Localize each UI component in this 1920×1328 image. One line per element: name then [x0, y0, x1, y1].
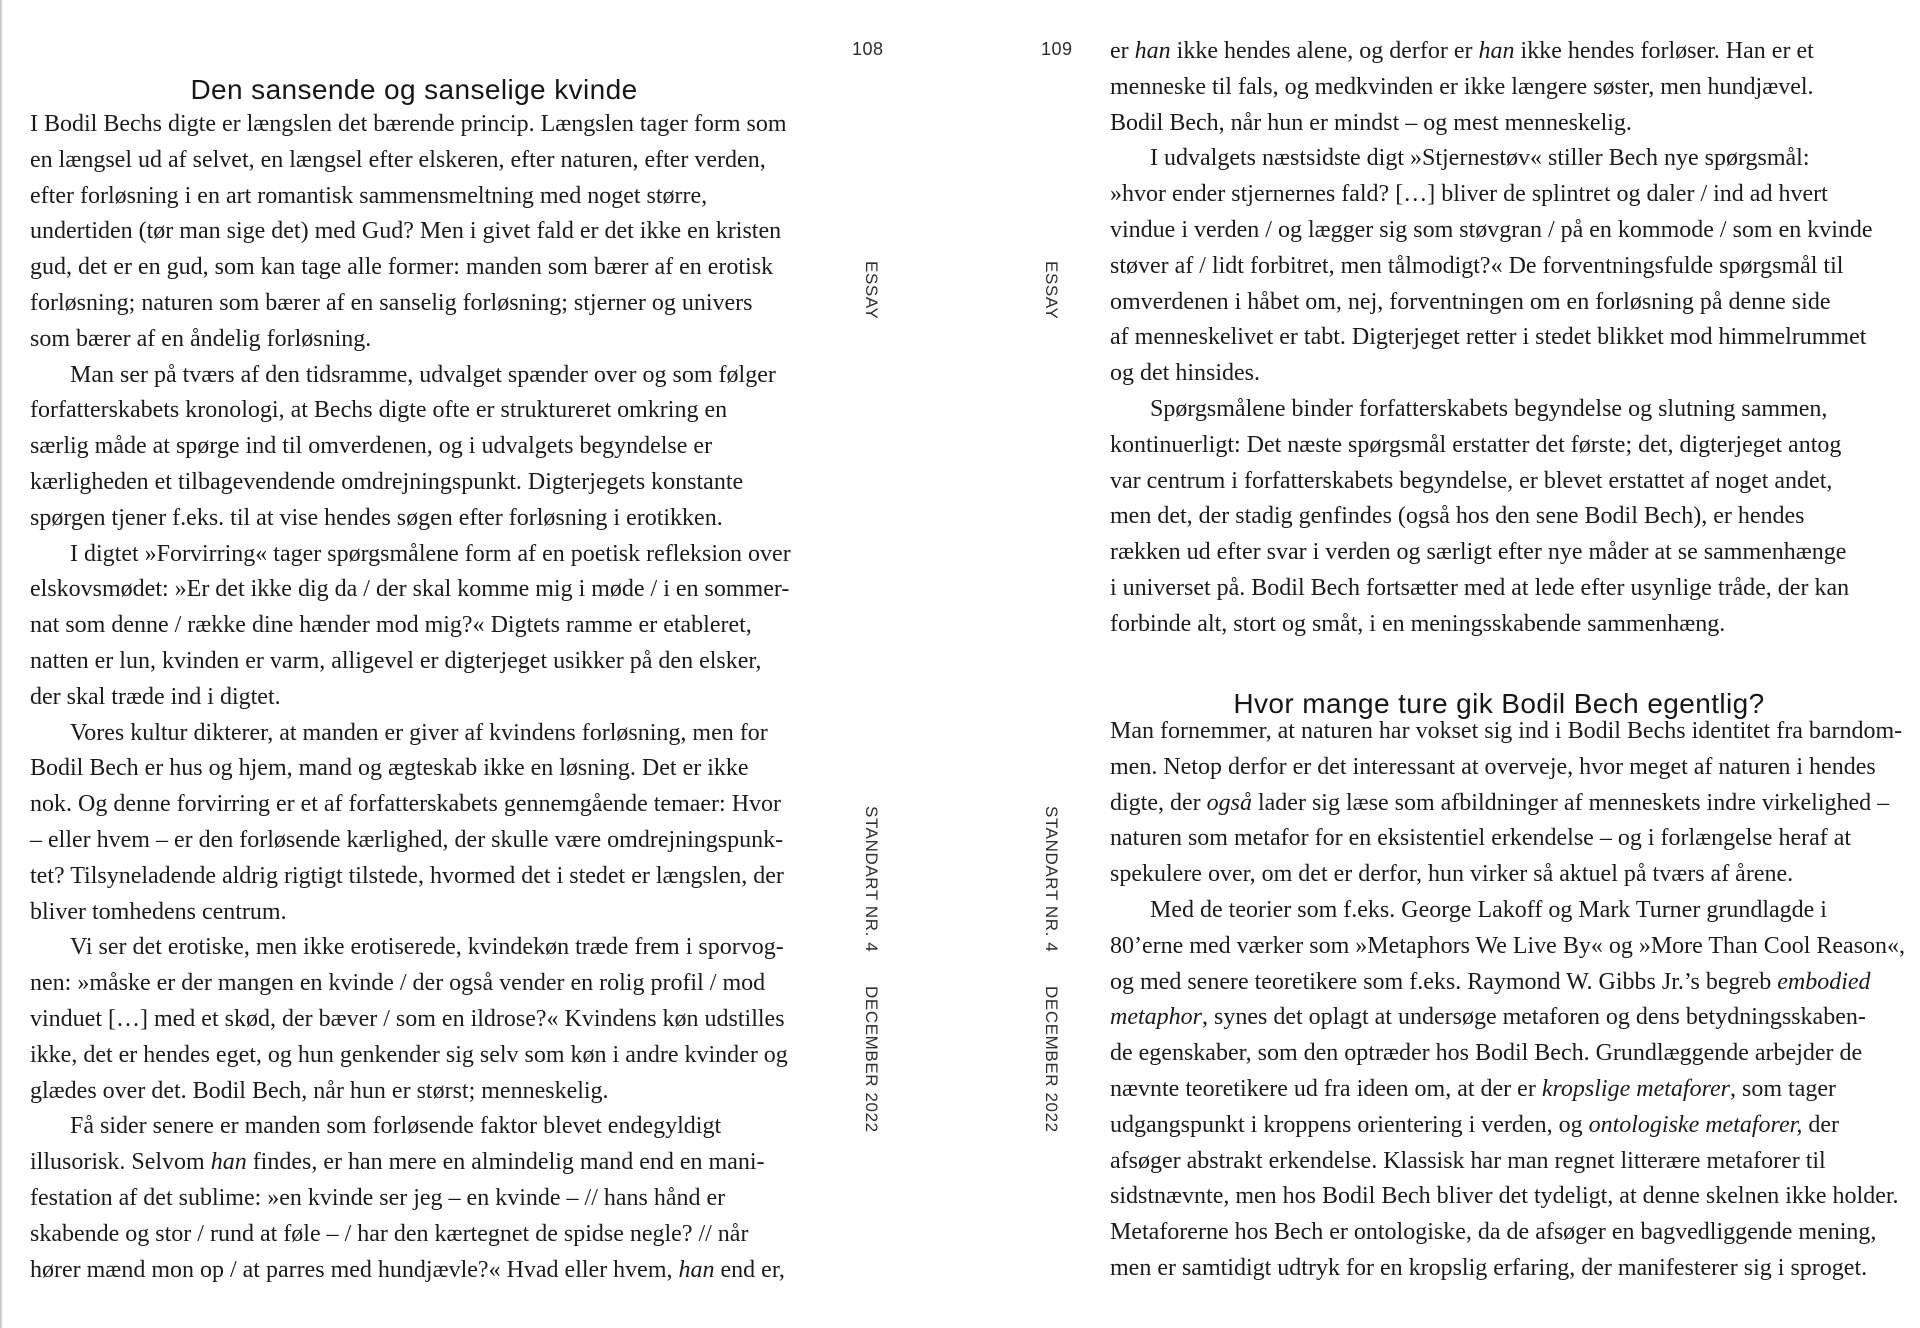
paragraph	[1110, 392, 1888, 643]
text-line	[1110, 320, 1888, 356]
text-line	[30, 608, 798, 644]
page-number-right: 109	[1041, 39, 1073, 59]
text-line	[30, 966, 798, 1002]
text-line	[1110, 965, 1888, 1001]
text-segment: – eller hvem – er den forløsende kærlighed, der skulle være omdrejningspunk-	[30, 826, 784, 853]
paragraph	[1110, 141, 1888, 392]
text-line	[1110, 607, 1888, 643]
text-segment: udgangspunkt i kroppens orientering i verden, og	[1110, 1111, 1589, 1138]
text-segment: ikke, det er hendes eget, og hun genkender sig selv som køn i andre kvinder og	[30, 1041, 788, 1068]
text-segment: , synes det oplagt at undersøge metaforen og dens betydningsskaben-	[1202, 1004, 1866, 1031]
text-segment: Med de teorier som f.eks. George Lakoff og Mark Turner grundlagde i	[1150, 896, 1827, 923]
text-line	[30, 572, 798, 608]
text-line	[1110, 464, 1888, 500]
paragraph	[1110, 34, 1888, 141]
text-line	[30, 214, 798, 250]
text-segment: Vores kultur dikterer, at manden er giver af kvindens forløsning, men for	[70, 719, 768, 746]
text-line	[1110, 356, 1888, 392]
paragraph	[1110, 893, 1906, 1287]
italic-text: ontologiske metaforer,	[1588, 1111, 1803, 1138]
text-segment: skabende og stor / rund at føle – / har den kærtegnet de spidse negle? // når	[30, 1220, 749, 1247]
text-line	[1110, 893, 1888, 929]
text-segment: Spørgsmålene binder forfatterskabets begyndelse og slutning sammen,	[1150, 395, 1828, 422]
paragraph	[30, 537, 798, 716]
text-segment: bliver tomhedens centrum.	[30, 898, 287, 925]
date-label-right: DECEMBER 2022	[1042, 986, 1061, 1133]
text-line	[30, 537, 798, 573]
text-segment: særlig måde at spørge ind til omverdenen, og i udvalgets begyndelse er	[30, 433, 713, 460]
text-segment: menneske til fals, og medkvinden er ikke længere søster, men hundjævel.	[1110, 73, 1814, 100]
text-segment: gud, det er en gud, som kan tage alle former: manden som bærer af en erotisk	[30, 254, 774, 281]
journal-label-right: STANDART NR. 4	[1042, 806, 1061, 953]
text-segment: i universet på. Bodil Bech fortsætter med at lede efter usynlige tråde, der kan	[1110, 574, 1850, 601]
text-segment: Man ser på tværs af den tidsramme, udvalget spænder over og som følger	[70, 361, 776, 388]
text-line	[30, 680, 798, 716]
text-line	[30, 322, 798, 358]
text-segment: nen: »måske er der mangen en kvinde / der også vender en rolig profil / mod	[30, 970, 766, 997]
text-segment: Bodil Bech, når hun er mindst – og mest menneskelig.	[1110, 109, 1632, 136]
text-segment: men er samtidigt udtryk for en kropslig erfaring, der manifesterer sig i sproget.	[1110, 1254, 1868, 1281]
text-segment: spørgen tjener f.eks. til at vise hendes søgen efter forløsning i erotikken.	[30, 504, 723, 531]
text-line	[1110, 1000, 1888, 1036]
text-segment: , som tager	[1730, 1075, 1836, 1102]
text-line	[1110, 34, 1888, 70]
text-segment: illusorisk. Selvom	[30, 1149, 211, 1176]
text-line	[30, 716, 798, 752]
text-segment: var centrum i forfatterskabets begyndelse, er blevet erstattet af noget andet,	[1110, 467, 1833, 494]
text-line	[1110, 1036, 1888, 1072]
text-segment: Metaforerne hos Bech er ontologiske, da de afsøger en bagvedliggende mening,	[1110, 1219, 1877, 1246]
text-line	[30, 1253, 798, 1289]
text-line	[1110, 1179, 1899, 1215]
text-line	[30, 1074, 798, 1110]
text-line	[30, 393, 798, 429]
text-segment: forbinde alt, stort og småt, i en meningsskabende sammenhæng.	[1110, 610, 1726, 637]
text-line	[30, 358, 798, 394]
text-segment: støver af / lidt forbitret, men tålmodigt?« De forventningsfulde spørgsmål til	[1110, 252, 1844, 279]
text-line	[1110, 857, 1888, 893]
text-segment: natten er lun, kvinden er varm, alligevel er digterjeget usikker på den elsker,	[30, 647, 762, 674]
italic-text: han	[678, 1256, 715, 1283]
text-segment: og det hinsides.	[1110, 360, 1260, 387]
text-segment: de egenskaber, som den optræder hos Bodil Bech. Grundlæggende arbejder de	[1110, 1040, 1863, 1067]
text-line	[1110, 821, 1888, 857]
text-line	[30, 859, 798, 895]
text-line	[1110, 750, 1888, 786]
text-line	[30, 787, 798, 823]
text-line	[1110, 571, 1888, 607]
text-segment: I udvalgets næstsidste digt »Stjernestøv« stiller Bech nye spørgsmål:	[1150, 145, 1810, 172]
section-label-right: ESSAY	[1042, 261, 1061, 320]
paragraph	[30, 930, 798, 1109]
text-line	[30, 1038, 798, 1074]
text-line	[30, 250, 798, 286]
text-line	[1110, 1108, 1888, 1144]
text-segment: rækken ud efter svar i verden og særligt efter nye måder at se sammenhænge	[1110, 539, 1847, 566]
text-segment: Man fornemmer, at naturen har vokset sig ind i Bodil Bechs identitet fra barndom-	[1110, 718, 1903, 744]
date-label-left: DECEMBER 2022	[862, 986, 881, 1133]
text-segment: festation af det sublime: »en kvinde ser jeg – en kvinde – // hans hånd er	[30, 1184, 726, 1211]
text-segment: en længsel ud af selvet, en længsel efter elskeren, efter naturen, efter verden,	[30, 146, 766, 173]
text-line	[30, 1002, 798, 1038]
text-segment: der	[1802, 1111, 1839, 1138]
page-spine-shadow	[0, 0, 3, 1328]
text-line	[1110, 428, 1888, 464]
text-line	[30, 1181, 798, 1217]
text-segment: findes, er han mere en almindelig mand end en mani-	[246, 1149, 765, 1176]
text-line	[1110, 535, 1888, 571]
text-line	[30, 143, 798, 179]
italic-text: han	[1478, 38, 1515, 64]
text-segment: Vi ser det erotiske, men ikke erotiserede, kvindekøn træde frem i sporvog-	[70, 934, 784, 961]
text-segment: nok. Og denne forvirring er et af forfatterskabets gennemgående temaer: Hvor	[30, 791, 782, 818]
italic-text: kropslige metaforer	[1541, 1075, 1731, 1102]
text-segment: Bodil Bech er hus og hjem, mand og ægteskab ikke en løsning. Det er ikke	[30, 755, 749, 782]
text-segment: kærligheden et tilbagevendende omdrejningspunkt. Digterjegets konstante	[30, 468, 744, 495]
text-segment: digte, der	[1110, 789, 1207, 816]
text-segment: tet? Tilsyneladende aldrig rigtigt tilstede, hvormed det i stedet er længslen, der	[30, 862, 784, 889]
text-segment: der skal træde ind i digtet.	[30, 683, 281, 710]
text-segment: ikke hendes forløser. Han er et	[1514, 38, 1814, 64]
text-segment: I digtet »Forvirring« tager spørgsmålene form af en poetisk refleksion over	[70, 540, 791, 567]
paragraph	[1110, 714, 1903, 893]
text-line	[30, 1145, 798, 1181]
text-line	[1110, 106, 1888, 142]
text-segment: omverdenen i håbet om, nej, forventningen om en forløsning på denne side	[1110, 288, 1831, 315]
text-segment: nævnte teoretikere ud fra ideen om, at der er	[1110, 1075, 1542, 1102]
text-line	[1110, 714, 1903, 750]
text-segment: kontinuerligt: Det næste spørgsmål erstatter det første; det, digterjeget antog	[1110, 431, 1842, 458]
italic-text: han	[1134, 38, 1171, 64]
text-segment: vindue i verden / og lægger sig som støvgran / på en kommode / som en kvinde	[1110, 216, 1873, 243]
text-line	[1110, 213, 1888, 249]
text-segment: men. Netop derfor er det interessant at overveje, hvor meget af naturen i hendes	[1110, 753, 1876, 780]
text-segment: efter forløsning i en art romantisk sammensmeltning med noget større,	[30, 182, 708, 209]
text-line	[1110, 786, 1888, 822]
right-page-body-bottom	[1110, 714, 1906, 1287]
text-line	[1110, 285, 1888, 321]
text-line	[1110, 929, 1906, 965]
text-segment: naturen som metafor for en eksistentiel erkendelse – og i forlængelse heraf at	[1110, 825, 1852, 852]
italic-text: embodied	[1777, 968, 1871, 995]
text-line	[1110, 177, 1888, 213]
text-segment: nat som denne / række dine hænder mod mig?« Digtets ramme er etableret,	[30, 612, 752, 639]
paragraph	[30, 716, 798, 931]
journal-label-left: STANDART NR. 4	[862, 806, 881, 953]
left-page-body	[30, 107, 798, 1288]
italic-text: metaphor	[1110, 1004, 1202, 1031]
text-line	[1110, 1072, 1888, 1108]
text-line	[1110, 1144, 1888, 1180]
text-line	[30, 1217, 798, 1253]
paragraph	[30, 1109, 798, 1288]
text-segment: 80’erne med værker som »Metaphors We Live By« og »More Than Cool Reason«,	[1110, 932, 1906, 959]
text-segment: ikke hendes alene, og derfor er	[1170, 38, 1479, 64]
text-segment: »hvor ender stjernernes fald? […] bliver de splintret og daler / ind ad hvert	[1110, 181, 1828, 208]
paragraph	[30, 107, 798, 358]
text-segment: som bærer af en åndelig forløsning.	[30, 325, 372, 352]
text-segment: afsøger abstrakt erkendelse. Klassisk har man regnet litterære metaforer til	[1110, 1147, 1826, 1174]
text-segment: men det, der stadig genfindes (også hos den sene Bodil Bech), er hendes	[1110, 503, 1805, 530]
text-line	[1110, 249, 1888, 285]
text-segment: af menneskelivet er tabt. Digterjeget retter i stedet blikket mod himmelrummet	[1110, 324, 1867, 351]
text-line	[30, 895, 798, 931]
section-label-left: ESSAY	[862, 261, 881, 320]
text-line	[30, 179, 798, 215]
text-line	[1110, 499, 1888, 535]
text-line	[30, 823, 798, 859]
text-line	[1110, 70, 1888, 106]
right-page-heading: Hvor mange ture gik Bodil Bech egentlig?	[1233, 688, 1765, 720]
text-line	[1110, 392, 1888, 428]
text-line	[30, 501, 798, 537]
paragraph	[30, 358, 798, 537]
text-segment: sidstnævnte, men hos Bodil Bech bliver det tydeligt, at denne skelnen ikke holder.	[1110, 1183, 1899, 1210]
text-segment: hører mænd mon op / at parres med hundjævle?« Hvad eller hvem,	[30, 1256, 679, 1283]
text-segment: vinduet […] med et skød, der bæver / som en ildrose?« Kvindens køn udstilles	[30, 1005, 785, 1032]
text-segment: forløsning; naturen som bærer af en sanselig forløsning; stjerner og univers	[30, 289, 753, 316]
text-line	[30, 107, 798, 143]
text-segment: forfatterskabets kronologi, at Bechs digte ofte er struktureret omkring en	[30, 397, 728, 424]
text-line	[30, 930, 798, 966]
text-line	[1110, 141, 1888, 177]
text-segment: undertiden (tør man sige det) med Gud? Men i givet fald er det ikke en kristen	[30, 218, 782, 245]
text-segment: lader sig læse som afbildninger af menneskets indre virkelighed –	[1251, 789, 1890, 816]
text-line	[30, 644, 798, 680]
text-segment: er	[1110, 38, 1135, 64]
text-segment: elskovsmødet: »Er det ikke dig da / der skal komme mig i møde / i en sommer-	[30, 576, 790, 603]
text-segment: Få sider senere er manden som forløsende faktor blevet endegyldigt	[70, 1113, 722, 1140]
right-page-body-top	[1110, 34, 1888, 643]
text-segment: glædes over det. Bodil Bech, når hun er størst; menneskelig.	[30, 1077, 609, 1104]
text-line	[1110, 1215, 1888, 1251]
text-line	[30, 429, 798, 465]
text-line	[30, 1109, 798, 1145]
italic-text: han	[210, 1149, 247, 1176]
text-segment: og med senere teoretikere som f.eks. Raymond W. Gibbs Jr.’s begreb	[1110, 968, 1778, 995]
text-line	[30, 286, 798, 322]
text-line	[1110, 1251, 1888, 1287]
page-number-left: 108	[852, 39, 884, 59]
italic-text: også	[1206, 789, 1252, 816]
text-segment: spekulere over, om det er derfor, hun virker så aktuel på tværs af årene.	[1110, 861, 1794, 888]
text-segment: I Bodil Bechs digte er længslen det bærende princip. Længslen tager form som	[30, 111, 787, 137]
text-line	[30, 751, 798, 787]
left-page-heading: Den sansende og sanselige kvinde	[190, 73, 638, 105]
text-line	[30, 465, 798, 501]
text-segment: end er,	[714, 1256, 785, 1283]
